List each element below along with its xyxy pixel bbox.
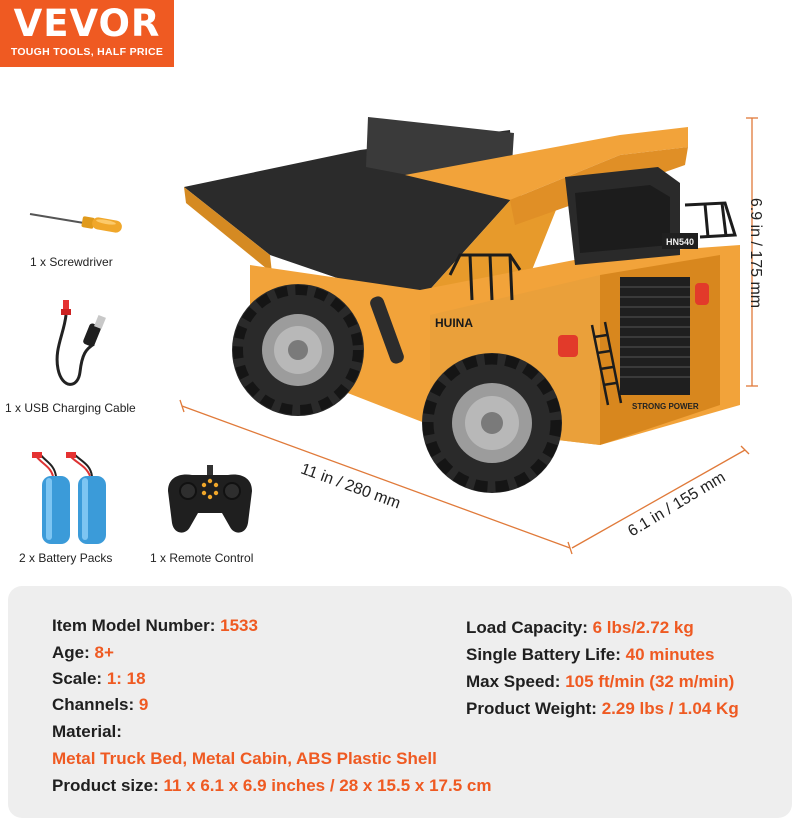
truck-brand-plate: HUINA [435, 316, 473, 330]
battery-packs-label: 2 x Battery Packs [19, 551, 113, 565]
spec-size-value: 11 x 6.1 x 6.9 inches / 28 x 15.5 x 17.5 cm [163, 776, 492, 795]
spec-age-value: 8+ [94, 643, 114, 662]
grille-text: STRONG POWER [632, 402, 699, 411]
spec-model-label: Item Model Number: [52, 616, 216, 635]
spec-speed-label: Max Speed: [466, 672, 561, 691]
spec-model [52, 616, 258, 636]
spec-material-value: Metal Truck Bed, Metal Cabin, ABS Plastic Shell [52, 749, 437, 768]
spec-channels-label: Channels: [52, 695, 135, 714]
spec-material-value-line [52, 749, 437, 769]
cabin-badge: HN540 [666, 237, 695, 247]
spec-scale [52, 669, 146, 689]
spec-channels [52, 695, 148, 715]
remote-control-label: 1 x Remote Control [150, 551, 254, 565]
spec-size [52, 776, 491, 796]
spec-size-label: Product size: [52, 776, 159, 795]
spec-scale-value: 1: 18 [106, 669, 146, 688]
length-dimension: 11 in / 280 mm [298, 460, 403, 513]
spec-material [52, 722, 122, 742]
spec-weight-value: 2.29 lbs / 1.04 Kg [601, 699, 739, 718]
spec-material-label: Material: [52, 722, 122, 741]
height-dimension: 6.9 in / 175 mm [747, 197, 765, 309]
spec-battery [466, 645, 714, 665]
logo-tagline: TOUGH TOOLS, HALF PRICE [10, 46, 164, 58]
screwdriver-label: 1 x Screwdriver [30, 255, 113, 269]
spec-age [52, 643, 114, 663]
spec-weight-label: Product Weight: [466, 699, 597, 718]
spec-channels-value: 9 [138, 695, 149, 714]
spec-model-value: 1533 [220, 616, 258, 635]
spec-speed [466, 672, 734, 692]
spec-load [466, 618, 694, 638]
spec-load-label: Load Capacity: [466, 618, 588, 637]
spec-battery-value: 40 minutes [625, 645, 715, 664]
spec-scale-label: Scale: [52, 669, 103, 688]
spec-battery-label: Single Battery Life: [466, 645, 621, 664]
width-dimension: 6.1 in / 155 mm [625, 468, 729, 541]
logo-brand: VEVOR [13, 2, 161, 45]
usb-cable-label: 1 x USB Charging Cable [5, 401, 136, 415]
spec-age-label: Age: [52, 643, 90, 662]
spec-load-value: 6 lbs/2.72 kg [592, 618, 694, 637]
specs-panel [8, 586, 792, 818]
spec-weight [466, 699, 739, 719]
spec-speed-value: 105 ft/min (32 m/min) [565, 672, 735, 691]
